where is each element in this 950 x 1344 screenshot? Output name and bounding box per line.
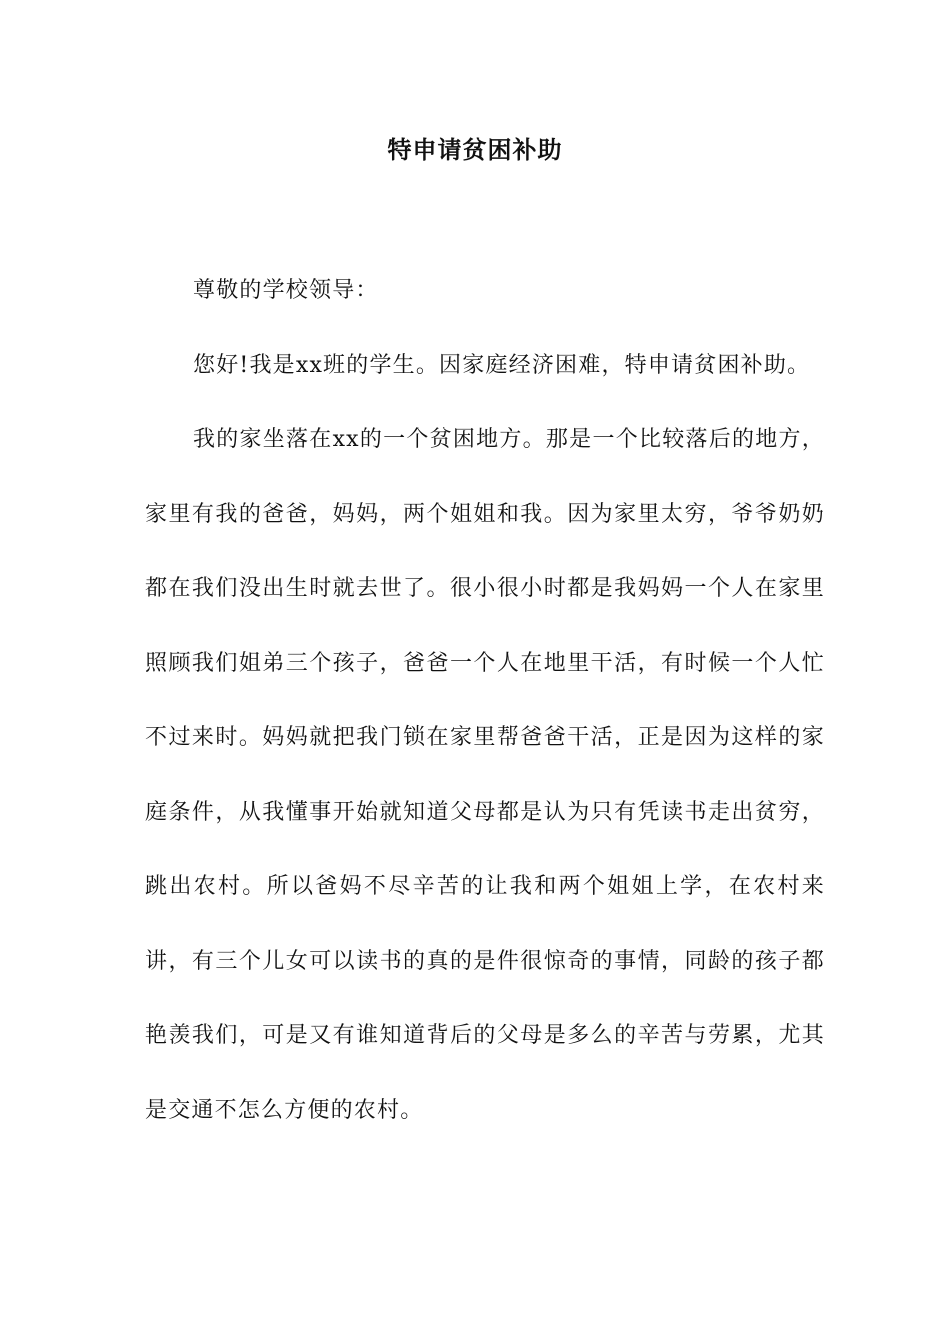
document-body [145,254,825,1148]
paragraph-greeting: 您好!我是xx班的学生。因家庭经济困难，特申请贫困补助。 [193,352,811,378]
paragraph-family-background: 我的家坐落在xx的一个贫困地方。那是一个比较落后的地方，家里有我的爸爸，妈妈，两个姐姐和我。因为家里太穷，爷爷奶奶都在我们没出生时就去世了。很小很小时都是我妈妈一个人在家里照顾我们姐弟三个孩子，爸爸一个人在地里干活，有时候一个人忙不过来时。妈妈就把我门锁在家里帮爸爸干活，正是因为这样的家庭条件，从我懂事开始就知道父母都是认为只有凭读书走出贫穷，跳出农村。所以爸妈不尽辛苦的让我和两个姐姐上学，在农村来讲，有三个儿女可以读书的真的是件很惊奇的事情，同龄的孩子都艳羡我们，可是又有谁知道背后的父母是多么的辛苦与劳累，尤其是交通不怎么方便的农村。 [145,427,825,1123]
salutation: 尊敬的学校领导： [193,278,379,303]
document-title: 特申请贫困补助 [387,136,563,164]
